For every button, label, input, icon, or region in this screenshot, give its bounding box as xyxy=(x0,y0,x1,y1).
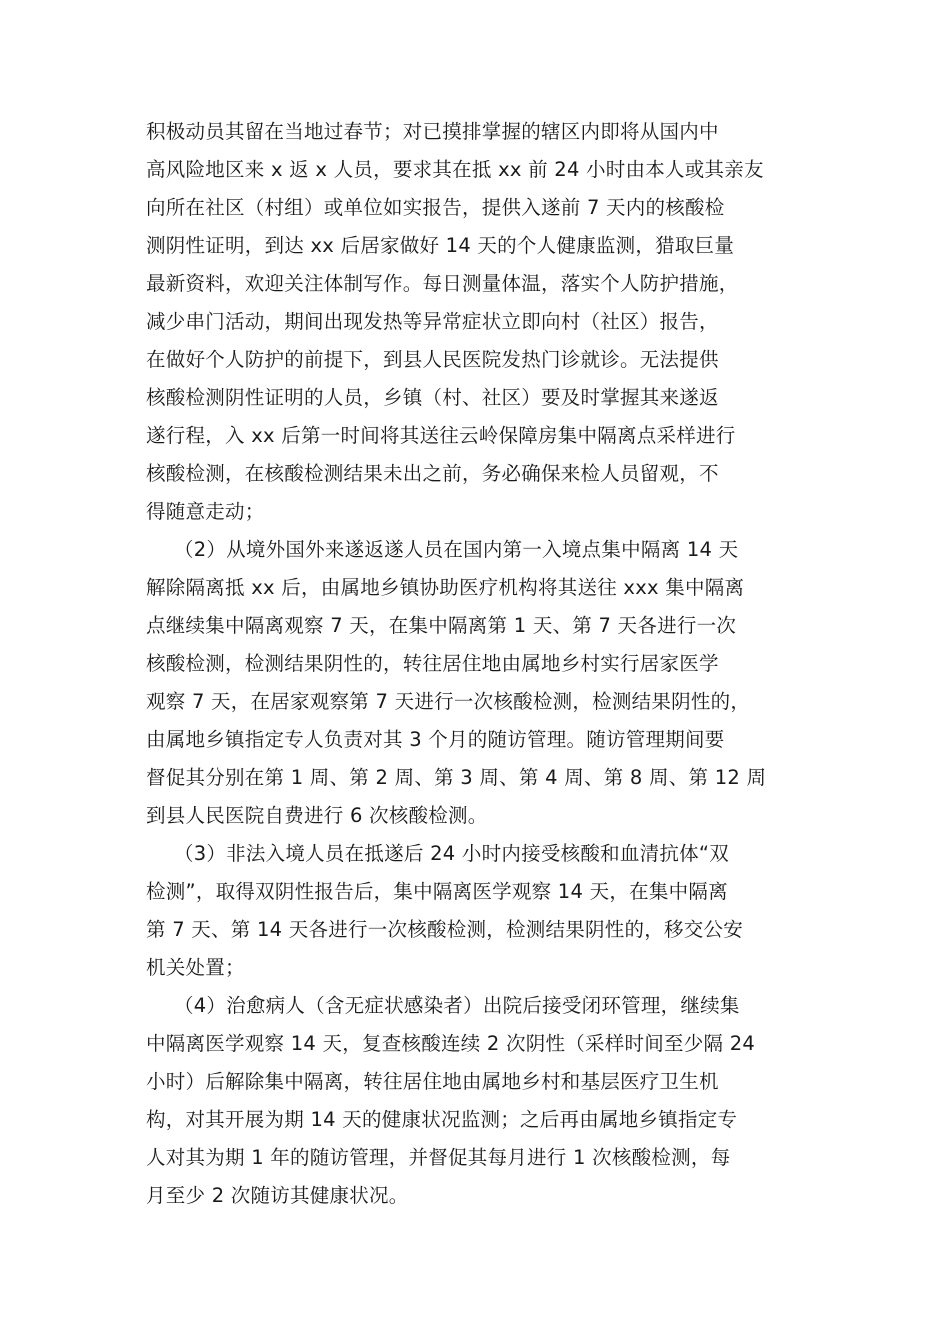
text-line: 核酸检测阴性证明的人员，乡镇（村、社区）要及时掌握其来遂返 xyxy=(146,386,719,409)
text-line: 减少串门活动，期间出现发热等异常症状立即向村（社区）报告， xyxy=(146,310,719,333)
text-line: 到县人民医院自费进行 6 次核酸检测。 xyxy=(146,804,488,827)
text-line: 中隔离医学观察 14 天，复查核酸连续 2 次阴性（采样时间至少隔 24 xyxy=(146,1032,756,1055)
text-line: 积极动员其留在当地过春节；对已摸排掌握的辖区内即将从国内中 xyxy=(146,120,719,143)
text-line: 机关处置； xyxy=(146,956,245,979)
text-line: 最新资料，欢迎关注体制写作。每日测量体温，落实个人防护措施， xyxy=(146,272,739,295)
text-line: 向所在社区（村组）或单位如实报告，提供入遂前 7 天内的核酸检 xyxy=(146,196,725,219)
text-line: 解除隔离抵 xx 后，由属地乡镇协助医疗机构将其送往 xxx 集中隔离 xyxy=(146,576,745,599)
paragraph-first-line: （3）非法入境人员在抵遂后 24 小时内接受核酸和血清抗体“双 xyxy=(174,842,729,865)
paragraph-first-line: （4）治愈病人（含无症状感染者）出院后接受闭环管理，继续集 xyxy=(174,994,740,1017)
text-line: 测阴性证明，到达 xx 后居家做好 14 天的个人健康监测，猎取巨量 xyxy=(146,234,735,257)
text-line: 第 7 天、第 14 天各进行一次核酸检测，检测结果阴性的，移交公安 xyxy=(146,918,744,941)
text-line: 由属地乡镇指定专人负责对其 3 个月的随访管理。随访管理期间要 xyxy=(146,728,725,751)
text-line: 点继续集中隔离观察 7 天，在集中隔离第 1 天、第 7 天各进行一次 xyxy=(146,614,737,637)
text-line: 人对其为期 1 年的随访管理，并督促其每月进行 1 次核酸检测，每 xyxy=(146,1146,731,1169)
text-line: 遂行程，入 xx 后第一时间将其送往云岭保障房集中隔离点采样进行 xyxy=(146,424,736,447)
text-line: 得随意走动； xyxy=(146,500,265,523)
text-line: 核酸检测，检测结果阴性的，转往居住地由属地乡村实行居家医学 xyxy=(146,652,719,675)
text-line: 月至少 2 次随访其健康状况。 xyxy=(146,1184,409,1207)
text-line: 检测”，取得双阴性报告后，集中隔离医学观察 14 天，在集中隔离 xyxy=(146,880,728,903)
text-line: 督促其分别在第 1 周、第 2 周、第 3 周、第 4 周、第 8 周、第 12 周 xyxy=(146,766,767,789)
text-line: 在做好个人防护的前提下，到县人民医院发热门诊就诊。无法提供 xyxy=(146,348,719,371)
text-line: 核酸检测，在核酸检测结果未出之前，务必确保来检人员留观，不 xyxy=(146,462,719,485)
text-line: 高风险地区来 x 返 x 人员，要求其在抵 xx 前 24 小时由本人或其亲友 xyxy=(146,158,764,181)
text-line: 构，对其开展为期 14 天的健康状况监测；之后再由属地乡镇指定专 xyxy=(146,1108,738,1131)
paragraph-first-line: （2）从境外国外来遂返遂人员在国内第一入境点集中隔离 14 天 xyxy=(174,538,739,561)
text-line: 小时）后解除集中隔离，转往居住地由属地乡村和基层医疗卫生机 xyxy=(146,1070,719,1093)
text-line: 观察 7 天，在居家观察第 7 天进行一次核酸检测，检测结果阴性的， xyxy=(146,690,751,713)
